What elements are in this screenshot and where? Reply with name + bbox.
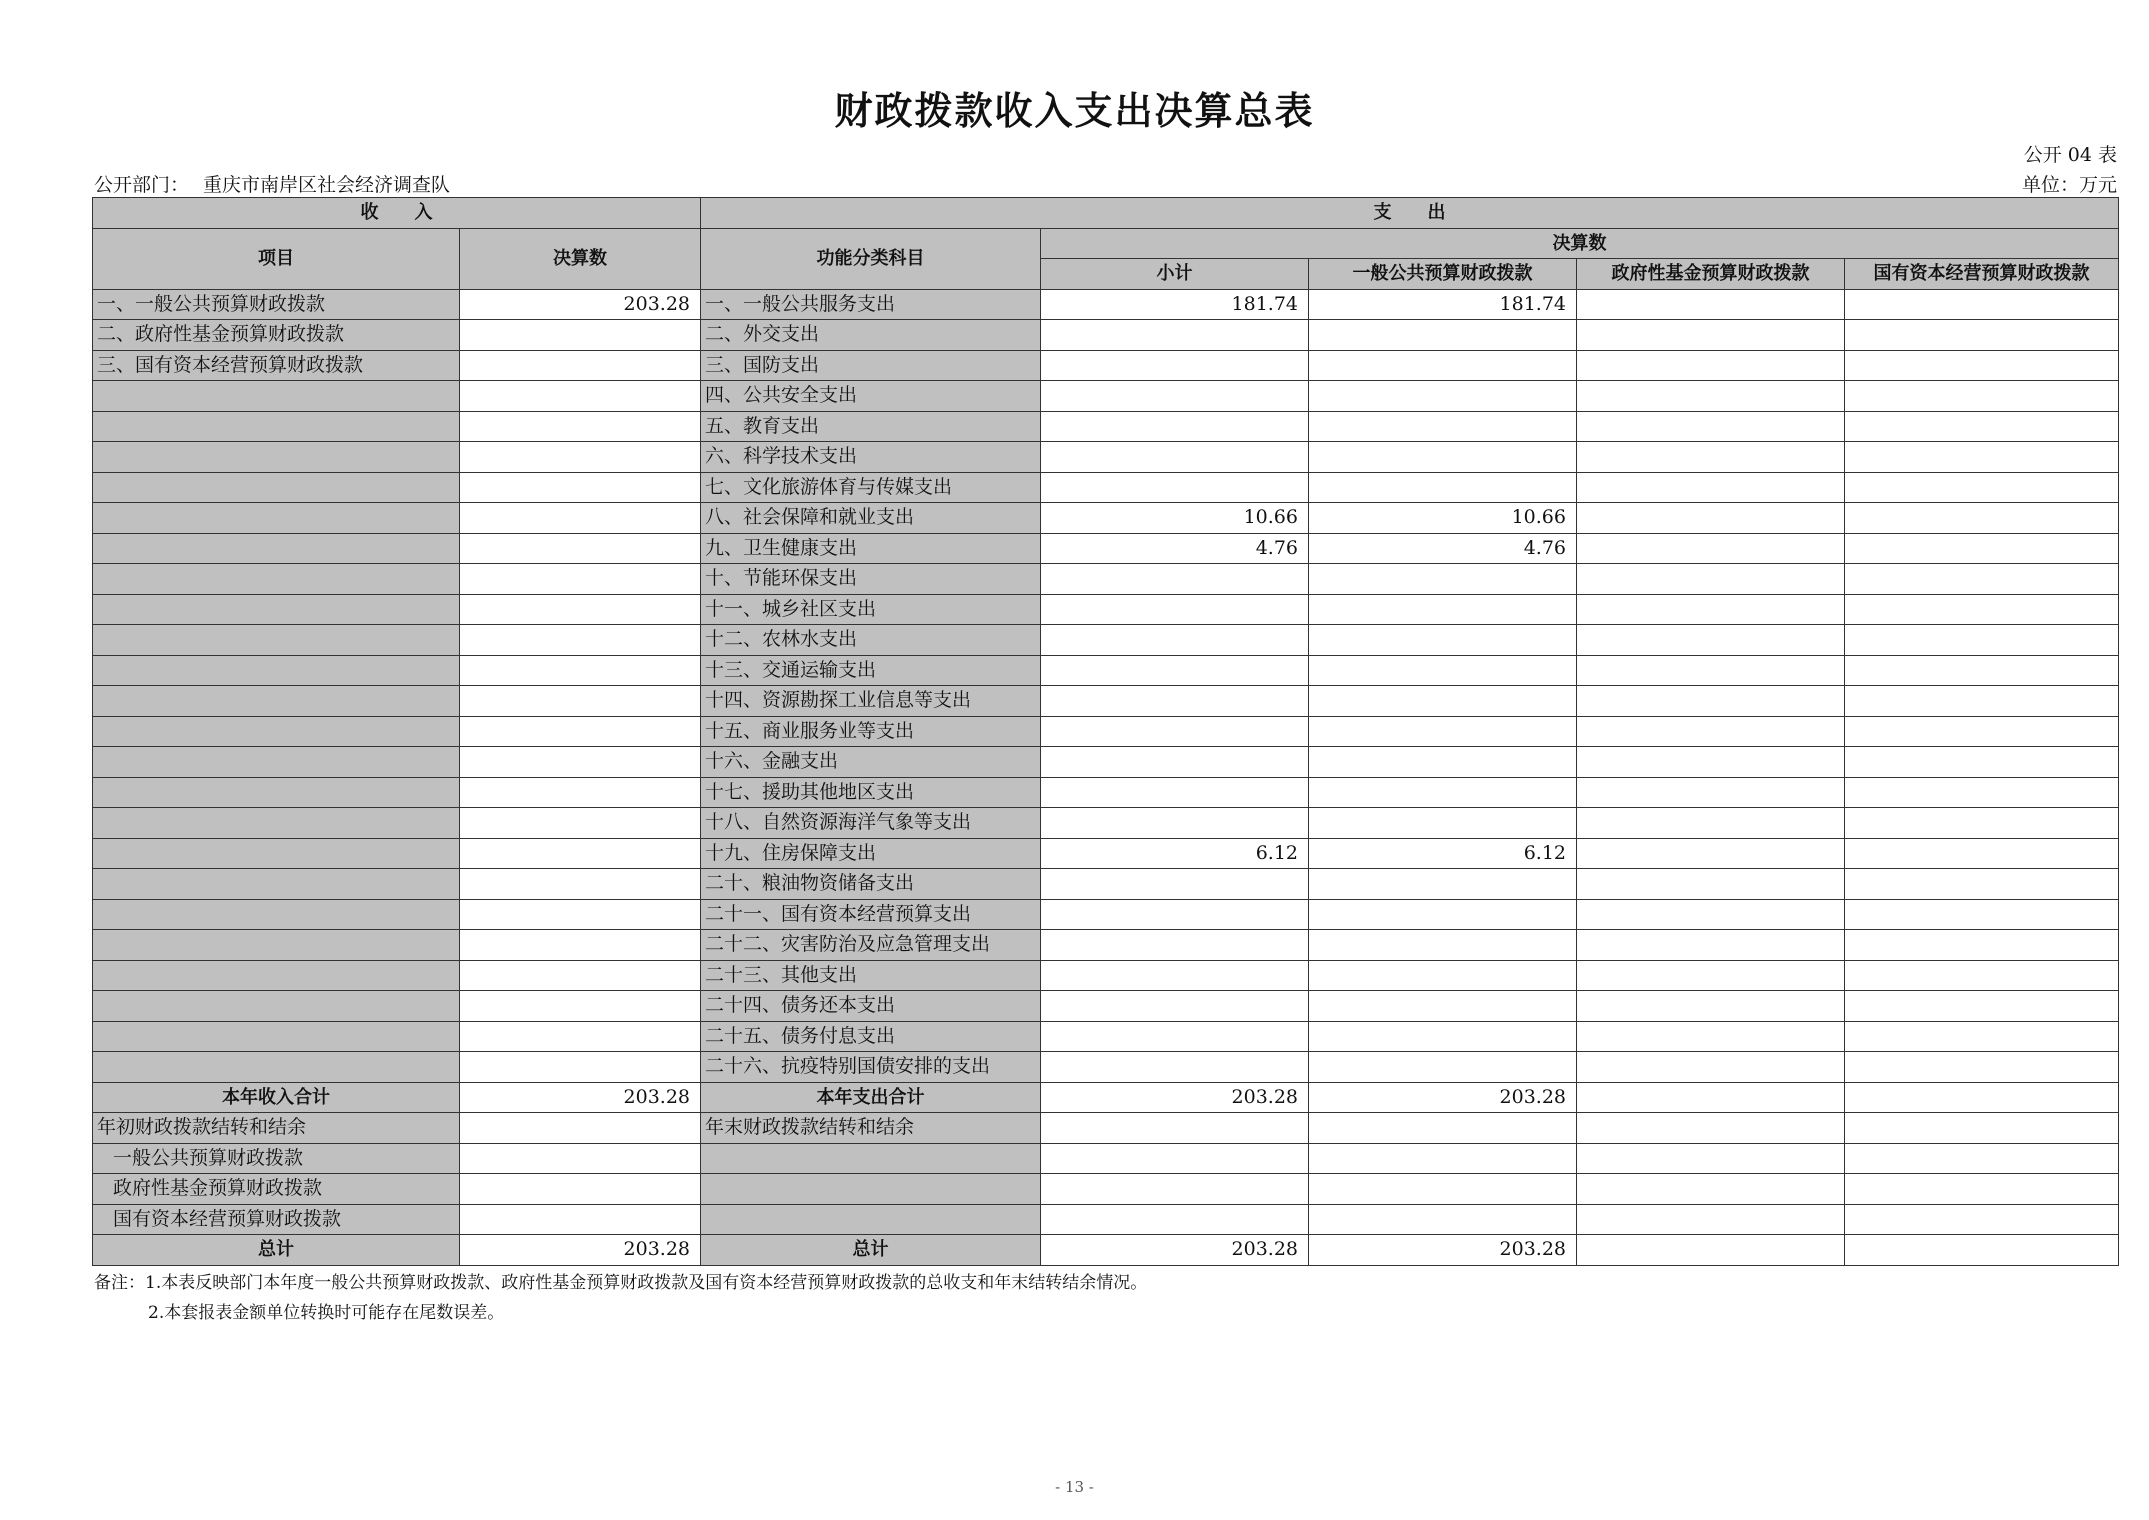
subtotal-value: [1041, 747, 1309, 778]
carry-sub-gov-fund: [1577, 1143, 1845, 1174]
income-amount: [460, 564, 701, 595]
department-label: 公开部门：: [94, 174, 190, 196]
general-value: 6.12: [1309, 838, 1577, 869]
general-value: [1309, 411, 1577, 442]
subtotal-value: [1041, 320, 1309, 351]
year-total-row: [93, 1082, 2119, 1113]
subtotal-value: [1041, 1021, 1309, 1052]
carry-start-amount: [460, 1113, 701, 1144]
state-capital-value: [1845, 503, 2119, 534]
table-row: [93, 960, 2119, 991]
gov-fund-total: [1577, 1082, 1845, 1113]
state-capital-value: [1845, 564, 2119, 595]
income-amount: [460, 991, 701, 1022]
unit-label: 单位：万元: [2021, 174, 2117, 196]
grand-total-subtotal: 203.28: [1041, 1235, 1309, 1266]
general-value: [1309, 1052, 1577, 1083]
income-item: [93, 442, 460, 473]
page-number: - 13 -: [1055, 1478, 1094, 1496]
carry-start-label: 年初财政拨款结转和结余: [93, 1113, 460, 1144]
state-capital-value: [1845, 838, 2119, 869]
table-row: [93, 777, 2119, 808]
income-item: [93, 838, 460, 869]
state-capital-value: [1845, 289, 2119, 320]
state-capital-value: [1845, 472, 2119, 503]
carry-sub-func: [701, 1143, 1041, 1174]
grand-total-expense-label: 总计: [701, 1235, 1041, 1266]
subtotal-header: 小计: [1041, 259, 1309, 290]
func-category: 二十五、债务付息支出: [701, 1021, 1041, 1052]
table-row: [93, 838, 2119, 869]
gov-fund-value: [1577, 686, 1845, 717]
gov-fund-value: [1577, 533, 1845, 564]
income-item: 三、国有资本经营预算财政拨款: [93, 350, 460, 381]
table-row: [93, 869, 2119, 900]
gov-fund-value: [1577, 320, 1845, 351]
state-capital-value: [1845, 533, 2119, 564]
income-amount: [460, 411, 701, 442]
subtotal-value: [1041, 777, 1309, 808]
table-row: [93, 747, 2119, 778]
general-value: [1309, 625, 1577, 656]
subtotal-value: [1041, 960, 1309, 991]
table-body: [93, 198, 2119, 1266]
carry-sub-label: 政府性基金预算财政拨款: [93, 1174, 460, 1205]
state-capital-value: [1845, 777, 2119, 808]
gov-fund-value: [1577, 1021, 1845, 1052]
carry-sub-gov-fund: [1577, 1174, 1845, 1205]
income-amount: [460, 808, 701, 839]
gov-fund-value: [1577, 594, 1845, 625]
state-capital-value: [1845, 655, 2119, 686]
header-row-2: [93, 228, 2119, 259]
func-category: 五、教育支出: [701, 411, 1041, 442]
income-amount: [460, 1052, 701, 1083]
gov-fund-value: [1577, 777, 1845, 808]
state-capital-value: [1845, 594, 2119, 625]
table-row: [93, 899, 2119, 930]
general-value: [1309, 930, 1577, 961]
table-row: [93, 991, 2119, 1022]
carry-sub-gov-fund: [1577, 1204, 1845, 1235]
func-category: 十六、金融支出: [701, 747, 1041, 778]
general-value: [1309, 686, 1577, 717]
general-value: [1309, 594, 1577, 625]
subtotal-value: 6.12: [1041, 838, 1309, 869]
state-capital-value: [1845, 1052, 2119, 1083]
general-value: 181.74: [1309, 289, 1577, 320]
gov-fund-value: [1577, 350, 1845, 381]
carry-sub-general: [1309, 1204, 1577, 1235]
income-item: [93, 1052, 460, 1083]
income-amount: [460, 350, 701, 381]
item-header: 项目: [93, 228, 460, 289]
subtotal-value: [1041, 381, 1309, 412]
subtotal-value: 10.66: [1041, 503, 1309, 534]
func-category: 十二、农林水支出: [701, 625, 1041, 656]
income-header: 收 入: [93, 198, 701, 229]
income-item: [93, 655, 460, 686]
income-item: [93, 991, 460, 1022]
state-capital-header: 国有资本经营预算财政拨款: [1845, 259, 2119, 290]
general-header: 一般公共预算财政拨款: [1309, 259, 1577, 290]
func-category: 十九、住房保障支出: [701, 838, 1041, 869]
table-row: [93, 350, 2119, 381]
carry-general: [1309, 1113, 1577, 1144]
func-category: 二十一、国有资本经营预算支出: [701, 899, 1041, 930]
subtotal-value: [1041, 625, 1309, 656]
general-value: [1309, 808, 1577, 839]
gov-fund-value: [1577, 442, 1845, 473]
gov-fund-header: 政府性基金预算财政拨款: [1577, 259, 1845, 290]
income-item: [93, 716, 460, 747]
carry-end-label: 年末财政拨款结转和结余: [701, 1113, 1041, 1144]
income-total-label: 本年收入合计: [93, 1082, 460, 1113]
general-value: [1309, 1021, 1577, 1052]
table-row: [93, 686, 2119, 717]
func-category: 十三、交通运输支出: [701, 655, 1041, 686]
grand-total-amount: 203.28: [460, 1235, 701, 1266]
general-value: [1309, 869, 1577, 900]
income-amount: [460, 1021, 701, 1052]
income-item: [93, 594, 460, 625]
subtotal-value: [1041, 442, 1309, 473]
grand-total-general: 203.28: [1309, 1235, 1577, 1266]
func-category: 一、一般公共服务支出: [701, 289, 1041, 320]
income-item: [93, 503, 460, 534]
state-capital-value: [1845, 808, 2119, 839]
carry-sub-func: [701, 1174, 1041, 1205]
income-amount: [460, 381, 701, 412]
state-capital-value: [1845, 869, 2119, 900]
gov-fund-value: [1577, 564, 1845, 595]
department-name: 重庆市南岸区社会经济调查队: [203, 174, 451, 196]
general-value: [1309, 655, 1577, 686]
carry-sub-label: 国有资本经营预算财政拨款: [93, 1204, 460, 1235]
income-amount: [460, 472, 701, 503]
carry-sub-general: [1309, 1174, 1577, 1205]
table-row: [93, 381, 2119, 412]
func-category: 七、文化旅游体育与传媒支出: [701, 472, 1041, 503]
func-category: 二十三、其他支出: [701, 960, 1041, 991]
income-item: 二、政府性基金预算财政拨款: [93, 320, 460, 351]
carry-state-capital: [1845, 1113, 2119, 1144]
final-header: 决算数: [1041, 228, 2119, 259]
note-2: 2.本套报表金额单位转换时可能存在尾数误差。: [148, 1303, 505, 1323]
carry-sub-amount: [460, 1143, 701, 1174]
carry-row: [93, 1113, 2119, 1144]
income-item: [93, 930, 460, 961]
func-category: 二十四、债务还本支出: [701, 991, 1041, 1022]
state-capital-value: [1845, 1021, 2119, 1052]
gov-fund-value: [1577, 930, 1845, 961]
grand-total-label: 总计: [93, 1235, 460, 1266]
table-row: [93, 320, 2119, 351]
carry-sub-label: 一般公共预算财政拨款: [93, 1143, 460, 1174]
general-value: [1309, 899, 1577, 930]
income-amount: [460, 899, 701, 930]
gov-fund-value: [1577, 869, 1845, 900]
table-row: [93, 533, 2119, 564]
income-item: [93, 747, 460, 778]
state-capital-value: [1845, 930, 2119, 961]
carry-sub-row: [93, 1143, 2119, 1174]
income-item: [93, 381, 460, 412]
general-value: [1309, 991, 1577, 1022]
income-item: 一、一般公共预算财政拨款: [93, 289, 460, 320]
income-amount: [460, 320, 701, 351]
general-value: [1309, 472, 1577, 503]
func-category: 九、卫生健康支出: [701, 533, 1041, 564]
gov-fund-value: [1577, 838, 1845, 869]
income-item: [93, 808, 460, 839]
income-item: [93, 533, 460, 564]
table-row: [93, 503, 2119, 534]
table-row: [93, 472, 2119, 503]
income-amount: [460, 533, 701, 564]
func-category: 二、外交支出: [701, 320, 1041, 351]
subtotal-value: [1041, 655, 1309, 686]
carry-sub-amount: [460, 1204, 701, 1235]
gov-fund-value: [1577, 991, 1845, 1022]
subtotal-value: [1041, 869, 1309, 900]
income-item: [93, 564, 460, 595]
general-value: [1309, 747, 1577, 778]
table-row: [93, 1021, 2119, 1052]
table-row: [93, 289, 2119, 320]
income-amount: [460, 777, 701, 808]
gov-fund-value: [1577, 808, 1845, 839]
subtotal-value: [1041, 411, 1309, 442]
table-row: [93, 930, 2119, 961]
func-category: 二十、粮油物资储备支出: [701, 869, 1041, 900]
state-capital-value: [1845, 716, 2119, 747]
state-capital-value: [1845, 899, 2119, 930]
gov-fund-value: [1577, 472, 1845, 503]
gov-fund-value: [1577, 411, 1845, 442]
func-category: 六、科学技术支出: [701, 442, 1041, 473]
general-value: [1309, 350, 1577, 381]
subtotal-value: [1041, 716, 1309, 747]
func-category: 十八、自然资源海洋气象等支出: [701, 808, 1041, 839]
income-amount: [460, 960, 701, 991]
gov-fund-value: [1577, 625, 1845, 656]
income-item: [93, 960, 460, 991]
grand-total-row: [93, 1235, 2119, 1266]
table-row: [93, 411, 2119, 442]
income-total-amount: 203.28: [460, 1082, 701, 1113]
income-amount: [460, 503, 701, 534]
income-amount: [460, 625, 701, 656]
subtotal-value: [1041, 564, 1309, 595]
income-amount: [460, 594, 701, 625]
income-amount: [460, 442, 701, 473]
gov-fund-value: [1577, 899, 1845, 930]
income-item: [93, 472, 460, 503]
state-capital-value: [1845, 381, 2119, 412]
table-row: [93, 1052, 2119, 1083]
income-amount: [460, 747, 701, 778]
income-item: [93, 1021, 460, 1052]
table-row: [93, 808, 2119, 839]
func-category: 三、国防支出: [701, 350, 1041, 381]
state-capital-value: [1845, 960, 2119, 991]
subtotal-value: [1041, 991, 1309, 1022]
header-row-1: [93, 198, 2119, 229]
subtotal-value: [1041, 350, 1309, 381]
income-amount: [460, 930, 701, 961]
carry-sub-subtotal: [1041, 1204, 1309, 1235]
func-category: 八、社会保障和就业支出: [701, 503, 1041, 534]
gov-fund-value: [1577, 1052, 1845, 1083]
func-category: 十五、商业服务业等支出: [701, 716, 1041, 747]
general-value: [1309, 716, 1577, 747]
general-value: 4.76: [1309, 533, 1577, 564]
general-value: [1309, 442, 1577, 473]
carry-sub-subtotal: [1041, 1174, 1309, 1205]
table-row: [93, 442, 2119, 473]
income-amount: 203.28: [460, 289, 701, 320]
department-line: [94, 170, 464, 197]
subtotal-value: 181.74: [1041, 289, 1309, 320]
general-value: [1309, 960, 1577, 991]
state-capital-value: [1845, 411, 2119, 442]
grand-total-gov-fund: [1577, 1235, 1845, 1266]
carry-gov-fund: [1577, 1113, 1845, 1144]
general-total: 203.28: [1309, 1082, 1577, 1113]
state-capital-value: [1845, 747, 2119, 778]
income-item: [93, 869, 460, 900]
state-capital-total: [1845, 1082, 2119, 1113]
state-capital-value: [1845, 991, 2119, 1022]
budget-table: [92, 197, 2119, 1266]
income-item: [93, 899, 460, 930]
subtotal-value: [1041, 808, 1309, 839]
carry-sub-subtotal: [1041, 1143, 1309, 1174]
income-amount: [460, 716, 701, 747]
func-category: 二十六、抗疫特别国债安排的支出: [701, 1052, 1041, 1083]
table-row: [93, 655, 2119, 686]
state-capital-value: [1845, 625, 2119, 656]
carry-subtotal: [1041, 1113, 1309, 1144]
carry-sub-state-capital: [1845, 1174, 2119, 1205]
gov-fund-value: [1577, 289, 1845, 320]
carry-sub-general: [1309, 1143, 1577, 1174]
note-1: 备注：1.本表反映部门本年度一般公共预算财政拨款、政府性基金预算财政拨款及国有资本经营预算财政拨款的总收支和年末结转结余情况。: [94, 1273, 1148, 1293]
func-category: 十、节能环保支出: [701, 564, 1041, 595]
general-value: 10.66: [1309, 503, 1577, 534]
income-item: [93, 777, 460, 808]
gov-fund-value: [1577, 716, 1845, 747]
func-category: 十七、援助其他地区支出: [701, 777, 1041, 808]
carry-sub-state-capital: [1845, 1143, 2119, 1174]
func-category: 十一、城乡社区支出: [701, 594, 1041, 625]
state-capital-value: [1845, 350, 2119, 381]
carry-sub-row: [93, 1174, 2119, 1205]
income-amount: [460, 655, 701, 686]
expense-header: 支 出: [701, 198, 2119, 229]
income-item: [93, 625, 460, 656]
gov-fund-value: [1577, 747, 1845, 778]
table-row: [93, 716, 2119, 747]
carry-sub-func: [701, 1204, 1041, 1235]
subtotal-value: [1041, 686, 1309, 717]
gov-fund-value: [1577, 960, 1845, 991]
subtotal-value: [1041, 472, 1309, 503]
carry-sub-state-capital: [1845, 1204, 2119, 1235]
table-row: [93, 564, 2119, 595]
amount-header: 决算数: [460, 228, 701, 289]
expense-total-label: 本年支出合计: [701, 1082, 1041, 1113]
table-row: [93, 594, 2119, 625]
income-amount: [460, 686, 701, 717]
func-header: 功能分类科目: [701, 228, 1041, 289]
page-title: 财政拨款收入支出决算总表: [834, 89, 1315, 133]
func-category: 十四、资源勘探工业信息等支出: [701, 686, 1041, 717]
general-value: [1309, 381, 1577, 412]
income-item: [93, 411, 460, 442]
carry-sub-row: [93, 1204, 2119, 1235]
form-number: 公开 04 表: [2023, 144, 2117, 166]
subtotal-value: [1041, 899, 1309, 930]
subtotal-value: [1041, 1052, 1309, 1083]
notes: [94, 1268, 1147, 1328]
subtotal-value: 4.76: [1041, 533, 1309, 564]
grand-total-state-capital: [1845, 1235, 2119, 1266]
gov-fund-value: [1577, 381, 1845, 412]
income-amount: [460, 869, 701, 900]
carry-sub-amount: [460, 1174, 701, 1205]
state-capital-value: [1845, 442, 2119, 473]
subtotal-total: 203.28: [1041, 1082, 1309, 1113]
func-category: 四、公共安全支出: [701, 381, 1041, 412]
general-value: [1309, 564, 1577, 595]
subtotal-value: [1041, 930, 1309, 961]
state-capital-value: [1845, 686, 2119, 717]
func-category: 二十二、灾害防治及应急管理支出: [701, 930, 1041, 961]
gov-fund-value: [1577, 503, 1845, 534]
income-item: [93, 686, 460, 717]
state-capital-value: [1845, 320, 2119, 351]
subtotal-value: [1041, 594, 1309, 625]
gov-fund-value: [1577, 655, 1845, 686]
general-value: [1309, 777, 1577, 808]
income-amount: [460, 838, 701, 869]
general-value: [1309, 320, 1577, 351]
table-row: [93, 625, 2119, 656]
